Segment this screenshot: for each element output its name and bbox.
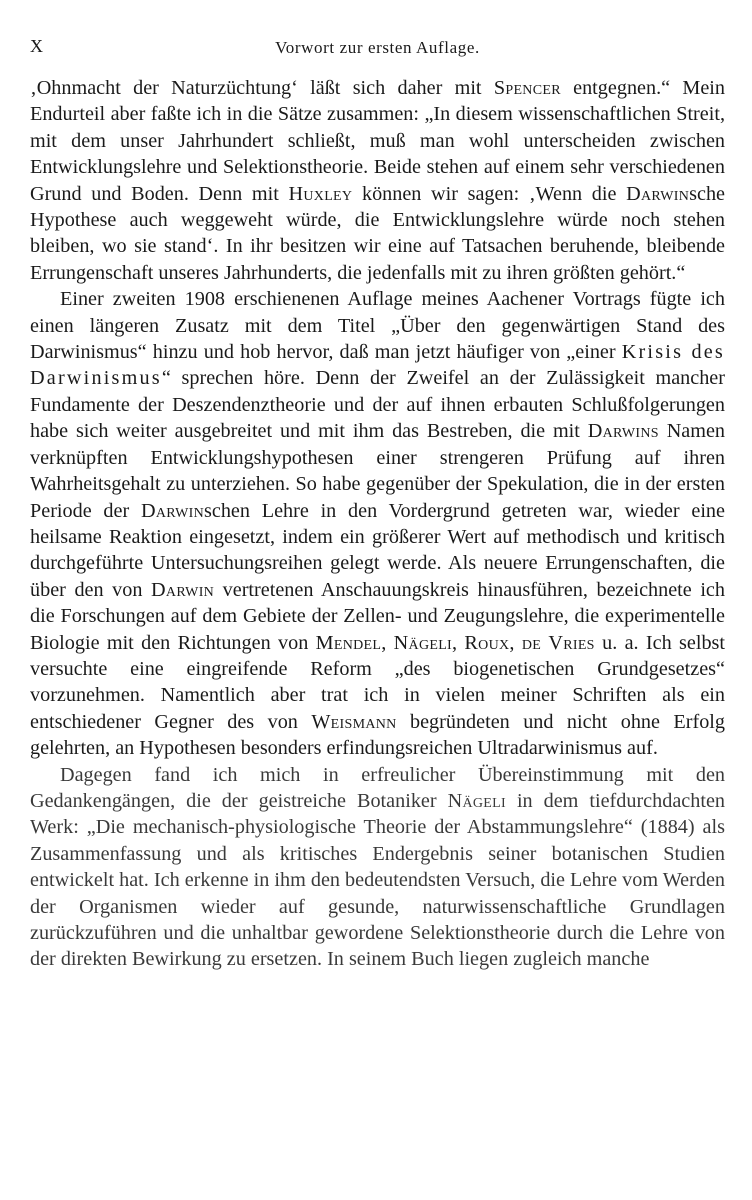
- author-name: de Vries: [521, 631, 595, 654]
- text-run: Einer zweiten 1908 erschienenen Auflage meines Aachener Vortrags fügte ich einen längeren Zusatz mit dem Titel „Über den gegenwärtigen Stand des Darwinismus“ hinzu und hob hervor, daß man jetzt häufiger von „einer: [30, 288, 725, 364]
- author-name: Darwin: [140, 499, 205, 522]
- text-run: sche Hypothese auch weggeweht würde, die Entwicklungslehre würde noch stehen bleiben, wo sie stand‘. In ihr besitzen wir eine auf Tatsachen beruhende, bleibende Errungenschaft unseres Jahrhunderts, die jedenfalls mit zu ihren größten gehört.“: [30, 182, 725, 284]
- text-run: können wir sagen: ‚Wenn die: [352, 182, 627, 205]
- running-title: Vorwort zur ersten Auflage.: [275, 38, 480, 57]
- text-run: ‚Ohnmacht der Naturzüchtung‘ läßt sich daher mit: [30, 77, 494, 99]
- author-name: Darwins: [587, 420, 659, 443]
- text-run: ,: [381, 631, 394, 654]
- author-name: Huxley: [288, 182, 353, 205]
- text-run: Namen verknüpften Entwicklungshypothesen einer strengeren Prüfung auf ihren Wahrheitsgehalt zu unterziehen. So habe gegenüber der Spekulation, die in der ersten Periode der: [30, 420, 725, 522]
- paragraph: [30, 286, 725, 761]
- author-name: Spencer: [493, 77, 561, 99]
- running-head: [30, 30, 725, 60]
- author-name: Nägeli: [447, 789, 506, 812]
- paragraph: [30, 75, 725, 286]
- text-run: begründeten und nicht ohne Erfolg gelehrten, an Hypothesen besonders erfindungsreichen Ultradarwinismus auf.: [30, 710, 725, 760]
- author-name: Nägeli: [393, 631, 453, 654]
- text-run: u. a. Ich selbst versuchte eine eingreifende Reform „des biogenetischen Grundgesetzes“ vorzunehmen. Namentlich aber trat ich in vielen meiner Schriften als ein entschiedener Gegner des von: [30, 631, 725, 733]
- text-run: schen Lehre in den Vordergrund getreten war, wieder eine heilsame Reaktion eingesetzt, indem ein größerer Wert auf methodisch und kritisch durchgeführte Untersuchungsreihen gelegt werde. Als neuere Errungenschaften, die über den von: [30, 499, 725, 601]
- paragraph: [30, 762, 725, 973]
- author-name: Darwin: [626, 182, 690, 205]
- author-name: Mendel: [315, 631, 382, 654]
- author-name: Roux: [464, 631, 510, 654]
- text-run: “ sprechen höre. Denn der Zweifel an der Zulässigkeit mancher Fundamente der Deszendenztheorie und der auf ihnen erbauten Schlußfolgerungen habe sich weiter ausgebreitet und mit ihm das Bestreben, die mit: [30, 367, 725, 443]
- text-run: entgegnen.“ Mein Endurteil aber faßte ich in die Sätze zusammen: „In diesem wissenschaftlichen Streit, mit dem unser Jahrhundert schließt, muß man wohl unterscheiden zwischen Entwicklungslehre und Selektionstheorie. Beide stehen auf einem sehr verschiedenen Grund und Boden. Denn mit: [30, 77, 725, 205]
- text-run: ,: [509, 631, 522, 654]
- author-name: Weismann: [311, 710, 397, 733]
- text-run: in dem tiefdurchdachten Werk: „Die mechanisch-physiologische Theorie der Abstammungslehre“ (1884) als Zusammenfassung und als kritisches Endergebnis seiner botanischen Studien entwickelt hat. Ich erkenne in ihm den bedeutendsten Versuch, die Lehre vom Werden der Organismen wieder auf gesunde, naturwissenschaftliche Grundlagen zurückzuführen und die unhaltbar gewordene Selektionstheorie durch die Lehre von der direkten Bewirkung zu ersetzen. In seinem Buch liegen zugleich manche: [30, 789, 725, 971]
- body-text: [30, 75, 725, 973]
- text-run: Dagegen fand ich mich in erfreulicher Übereinstimmung mit den Gedankengängen, die der geistreiche Botaniker: [30, 763, 725, 812]
- text-run: ,: [452, 631, 465, 654]
- text-run: vertretenen Anschauungskreis hinausführen, bezeichnete ich die Forschungen auf dem Gebiete der Zellen- und Zeugungslehre, die experimentelle Biologie mit den Richtungen von: [30, 578, 725, 654]
- page-number: X: [30, 36, 44, 56]
- author-name: Darwin: [151, 578, 215, 601]
- book-page: [30, 30, 725, 1190]
- emphasized-phrase: Krisis des Darwinismus: [30, 341, 725, 390]
